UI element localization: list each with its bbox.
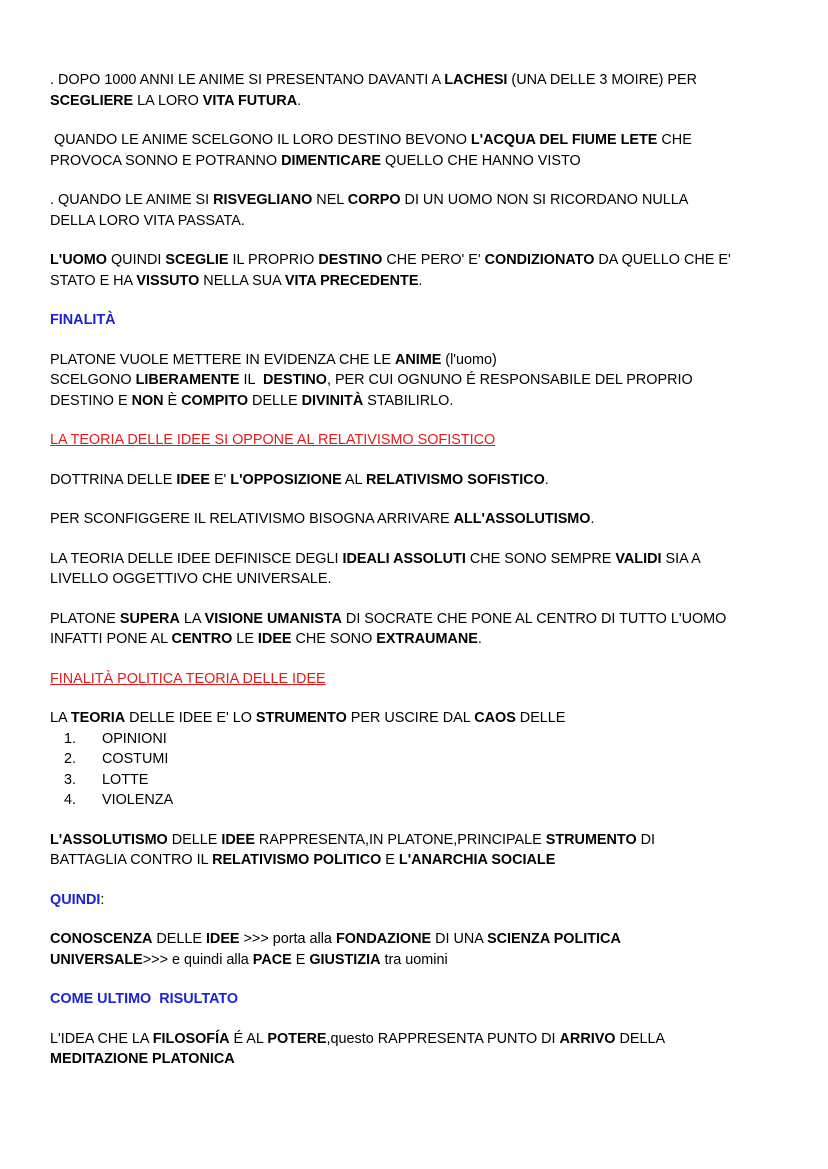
text: DELLE IDEE E' LO bbox=[125, 710, 256, 726]
text: . QUANDO LE ANIME SI bbox=[50, 192, 214, 208]
list-text: VIOLENZA bbox=[102, 792, 174, 808]
bold-text: TEORIA bbox=[70, 710, 126, 726]
paragraph-ideali bbox=[50, 549, 790, 590]
text: DI SOCRATE CHE PONE AL CENTRO DI TUTTO L'UOMO bbox=[341, 610, 727, 627]
heading-teoria-relativismo: LA TEORIA DELLE IDEE SI OPPONE AL RELATIVISMO SOFISTICO bbox=[50, 432, 496, 448]
heading-quindi bbox=[50, 890, 790, 911]
text: LE bbox=[232, 631, 258, 647]
bold-text: LIBERAMENTE bbox=[135, 372, 240, 388]
text: >>> e quindi alla bbox=[142, 951, 253, 968]
bold-text: SCIENZA POLITICA bbox=[487, 931, 621, 947]
list-number: 4. bbox=[63, 792, 76, 808]
bold-text: ANIME bbox=[394, 351, 442, 368]
list-text: OPINIONI bbox=[102, 730, 167, 747]
text: . bbox=[477, 631, 482, 647]
text: STABILIRLO. bbox=[363, 392, 454, 409]
list-item bbox=[50, 790, 790, 811]
text: DI UNA bbox=[431, 931, 488, 947]
bold-text: VITA FUTURA bbox=[202, 92, 298, 109]
bold-text: DIVINITÀ bbox=[301, 392, 364, 409]
bold-text: DIMENTICARE bbox=[281, 152, 382, 169]
colon: : bbox=[100, 891, 105, 908]
bold-text: ARRIVO bbox=[559, 1030, 616, 1047]
text: CHE SONO bbox=[291, 631, 377, 647]
text: PROVOCA SONNO E POTRANNO bbox=[50, 152, 282, 169]
bold-text: IDEE bbox=[221, 831, 255, 848]
caos-list bbox=[50, 729, 790, 811]
heading-finalita-politica: FINALITÀ POLITICA TEORIA DELLE IDEE bbox=[50, 670, 326, 687]
bold-text: PACE bbox=[252, 951, 292, 968]
bold-text: IDEE bbox=[257, 631, 292, 647]
bold-text: EXTRAUMANE bbox=[376, 631, 478, 647]
bold-text: COMPITO bbox=[181, 392, 249, 409]
document-page bbox=[50, 70, 790, 1089]
heading-quindi-text: QUINDI bbox=[50, 891, 101, 908]
text: . bbox=[418, 272, 423, 289]
bold-text: NON bbox=[131, 392, 164, 409]
bold-text: DESTINO bbox=[318, 252, 383, 268]
text: (UNA DELLE 3 MOIRE) PER bbox=[507, 72, 697, 88]
text: L'IDEA CHE LA bbox=[50, 1030, 153, 1047]
bold-text: CENTRO bbox=[171, 631, 233, 647]
bold-text: FILOSOFÍA bbox=[152, 1030, 230, 1047]
text: LA bbox=[179, 610, 205, 627]
text: DELLE bbox=[167, 831, 222, 848]
bold-text: ALL'ASSOLUTISMO bbox=[453, 511, 591, 527]
bold-text: IDEE bbox=[176, 471, 210, 488]
text: LIVELLO OGGETTIVO CHE UNIVERSALE. bbox=[50, 571, 332, 587]
text: DELLA bbox=[615, 1030, 666, 1047]
bold-text: DESTINO bbox=[262, 372, 327, 388]
bold-text: SCEGLIE bbox=[165, 252, 229, 268]
bold-text: STRUMENTO bbox=[545, 831, 637, 848]
text: LA TEORIA DELLE IDEE DEFINISCE DEGLI bbox=[50, 550, 343, 567]
paragraph-visione-umanista bbox=[50, 609, 790, 650]
bold-text: LACHESI bbox=[444, 72, 508, 88]
list-text: LOTTE bbox=[102, 771, 149, 788]
text: , PER CUI OGNUNO É RESPONSABILE DEL PROPRIO bbox=[326, 372, 693, 388]
list-item bbox=[50, 749, 790, 770]
text: PLATONE VUOLE METTERE IN EVIDENZA CHE LE bbox=[50, 351, 395, 368]
text: E' bbox=[209, 471, 231, 488]
paragraph-filosofia-potere bbox=[50, 1029, 790, 1070]
bold-text: VISIONE UMANISTA bbox=[204, 610, 342, 627]
text: DOTTRINA DELLE bbox=[50, 471, 177, 488]
text: LA bbox=[50, 710, 71, 726]
bold-text: SUPERA bbox=[119, 610, 180, 627]
bold-text: L'UOMO bbox=[50, 252, 107, 268]
heading-come-ultimo-risultato: COME ULTIMO RISULTATO bbox=[50, 991, 239, 1007]
text: AL bbox=[341, 471, 366, 488]
text: DI UN UOMO NON SI RICORDANO NULLA bbox=[400, 192, 689, 208]
text: PER SCONFIGGERE IL RELATIVISMO BISOGNA ARRIVARE bbox=[50, 511, 454, 527]
text: QUINDI bbox=[106, 252, 166, 268]
bold-text: VISSUTO bbox=[136, 272, 200, 289]
text: DELLE bbox=[248, 392, 302, 409]
paragraph-lachesi bbox=[50, 70, 790, 111]
text: SCELGONO bbox=[50, 372, 136, 388]
text: DESTINO E bbox=[50, 392, 132, 409]
text: E bbox=[291, 951, 310, 968]
list-text: COSTUMI bbox=[102, 751, 169, 767]
bold-text: RELATIVISMO POLITICO bbox=[212, 852, 382, 868]
text: CHE SONO SEMPRE bbox=[465, 550, 616, 567]
list-item bbox=[50, 770, 790, 791]
text: E bbox=[381, 852, 399, 868]
text: INFATTI PONE AL bbox=[50, 631, 172, 647]
text: CHE bbox=[657, 132, 692, 148]
bold-text: CONOSCENZA bbox=[50, 931, 153, 947]
text: DI bbox=[636, 831, 656, 848]
text: STATO E HA bbox=[50, 272, 137, 289]
text: IL bbox=[239, 372, 263, 388]
text: . bbox=[590, 511, 595, 527]
bold-text: VITA PRECEDENTE bbox=[284, 272, 419, 289]
text: SIA A bbox=[661, 550, 701, 567]
text: QUANDO LE ANIME SCELGONO IL LORO DESTINO BEVONO bbox=[50, 132, 471, 148]
text: NEL bbox=[312, 192, 348, 208]
text: DELLA LORO VITA PASSATA. bbox=[50, 212, 245, 229]
bold-text: RELATIVISMO SOFISTICO bbox=[365, 471, 545, 488]
paragraph-assolutismo bbox=[50, 509, 790, 530]
bold-text: CAOS bbox=[474, 710, 516, 726]
paragraph-battaglia bbox=[50, 830, 790, 871]
bold-text: CORPO bbox=[347, 192, 401, 208]
bold-text: POTERE bbox=[267, 1030, 327, 1047]
bold-text: GIUSTIZIA bbox=[309, 951, 381, 968]
bold-text: IDEALI ASSOLUTI bbox=[342, 550, 466, 567]
bold-text: L'ACQUA DEL FIUME LETE bbox=[470, 132, 658, 148]
text: É AL bbox=[229, 1030, 268, 1047]
text: >>> porta alla bbox=[239, 931, 336, 947]
bold-text: L'ANARCHIA SOCIALE bbox=[398, 852, 556, 868]
text: . bbox=[544, 471, 549, 488]
paragraph-lete bbox=[50, 130, 790, 171]
text: LA LORO bbox=[133, 92, 203, 109]
text: CHE PERO' E' bbox=[382, 252, 485, 268]
bold-text: FONDAZIONE bbox=[335, 931, 432, 947]
text: BATTAGLIA CONTRO IL bbox=[50, 852, 213, 868]
text: QUELLO CHE HANNO VISTO bbox=[381, 152, 581, 169]
bold-text: VALIDI bbox=[615, 550, 662, 567]
text: RAPPRESENTA,IN PLATONE,PRINCIPALE bbox=[254, 831, 546, 848]
text: DELLE bbox=[515, 710, 566, 726]
paragraph-destino bbox=[50, 250, 790, 291]
bold-text: L'OPPOSIZIONE bbox=[230, 471, 342, 488]
paragraph-risveglio bbox=[50, 190, 790, 231]
bold-text: MEDITAZIONE PLATONICA bbox=[50, 1051, 235, 1067]
paragraph-dottrina bbox=[50, 470, 790, 491]
text: . DOPO 1000 ANNI LE ANIME SI PRESENTANO DAVANTI A bbox=[50, 72, 445, 88]
paragraph-platone-anime bbox=[50, 350, 790, 412]
bold-text: SCEGLIERE bbox=[50, 92, 134, 109]
paragraph-teoria-strumento bbox=[50, 708, 790, 729]
bold-text: L'ASSOLUTISMO bbox=[50, 831, 168, 848]
list-number: 1. bbox=[63, 730, 76, 747]
heading-finalita: FINALITÀ bbox=[50, 312, 116, 328]
text: PER USCIRE DAL bbox=[346, 710, 475, 726]
list-number: 3. bbox=[63, 771, 76, 788]
bold-text: RISVEGLIANO bbox=[213, 192, 313, 208]
bold-text: CONDIZIONATO bbox=[484, 252, 595, 268]
bold-text: STRUMENTO bbox=[255, 710, 347, 726]
bold-text: UNIVERSALE bbox=[50, 951, 143, 968]
paragraph-conoscenza bbox=[50, 929, 790, 970]
text: ,questo RAPPRESENTA PUNTO DI bbox=[326, 1030, 560, 1047]
text: DA QUELLO CHE E' bbox=[594, 252, 731, 268]
text: (l'uomo) bbox=[441, 351, 497, 368]
list-number: 2. bbox=[63, 751, 76, 767]
text: IL PROPRIO bbox=[228, 252, 319, 268]
text: PLATONE bbox=[50, 610, 120, 627]
bold-text: IDEE bbox=[205, 931, 240, 947]
text: tra uomini bbox=[380, 951, 448, 968]
text: . bbox=[297, 92, 302, 109]
list-item bbox=[50, 729, 790, 750]
text: DELLE bbox=[152, 931, 206, 947]
text: È bbox=[163, 392, 182, 409]
text: NELLA SUA bbox=[199, 272, 285, 289]
